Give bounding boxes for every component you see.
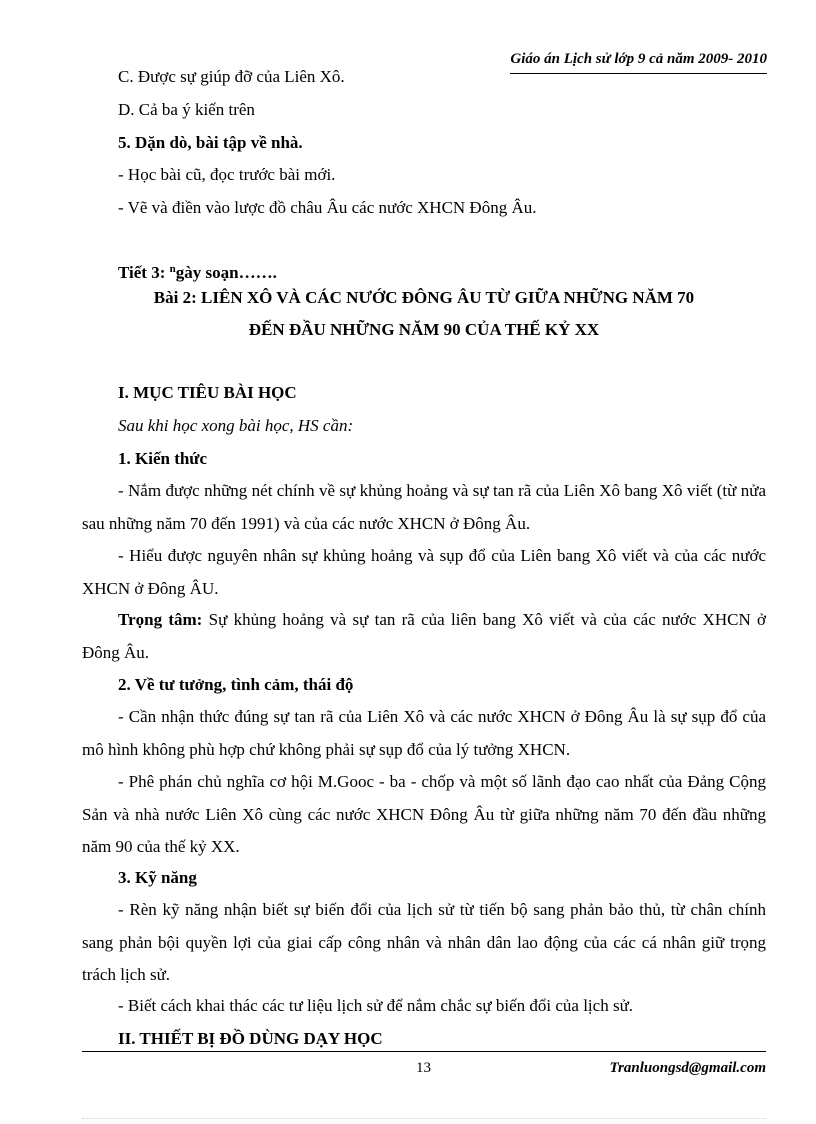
knowledge-heading: 1. Kiến thức <box>118 449 208 468</box>
page-footer <box>82 1051 766 1124</box>
section-1-intro: Sau khi học xong bài học, HS cần: <box>118 416 354 435</box>
homework-item-1: - Học bài cũ, đọc trước bài mới. <box>118 165 336 184</box>
option-d: D. Cả ba ý kiến trên <box>118 100 255 119</box>
knowledge-paragraph-2: - Hiểu được nguyên nhân sự khủng hoảng và sụp đổ của Liên bang Xô viết và của các nước XHCN ở Đông ÂU. <box>82 546 766 598</box>
lesson-title-line-2: ĐẾN ĐẦU NHỮNG NĂM 90 CỦA THẾ KỶ XX <box>248 320 600 339</box>
footer-email: Tranluongsd@gmail.com <box>609 1060 766 1076</box>
attitude-paragraph-1: - Cần nhận thức đúng sự tan rã của Liên Xô và các nước XHCN ở Đông Âu là sự sụp đổ của mô hình không phù hợp chứ không phải sự sụp đổ của lý tưởng XHCN. <box>82 707 766 759</box>
skills-heading: 3. Kỹ năng <box>118 868 197 887</box>
lesson-date-line <box>118 259 277 283</box>
skills-paragraph-1: - Rèn kỹ năng nhận biết sự biến đổi của lịch sử từ tiến bộ sang phản bảo thủ, từ chân chính sang phản bội quyền lợi của giai cấp công nhân và nhân dân lao động của các cá nhân giữ trọng trách lịch sử. <box>82 900 766 985</box>
attitude-heading: 2. Về tư tưởng, tình cảm, thái độ <box>118 675 354 694</box>
focus-text: Sự khủng hoảng và sự tan rã của liên bang Xô viết và của các nước XHCN ở Đông Âu. <box>82 610 766 662</box>
date-label: gày soạn……. <box>175 263 277 282</box>
page-header: Giáo án Lịch sử lớp 9 cả năm 2009- 2010 <box>510 46 767 74</box>
focus-label: Trọng tâm: <box>118 610 203 629</box>
attitude-paragraph-2: - Phê phán chủ nghĩa cơ hội M.Gooc - ba - chốp và một số lãnh đạo cao nhất của Đảng Cộng Sản và nhà nước Liên Xô cùng các nước XHCN Đông Âu từ giữa những năm 70 đến đầu những năm 90 của thế kỷ XX. <box>82 772 766 857</box>
homework-heading: 5. Dặn dò, bài tập về nhà. <box>118 133 303 152</box>
knowledge-paragraph-1: - Nắm được những nét chính về sự khủng hoảng và sự tan rã của Liên Xô bang Xô viết (từ nửa sau những năm 70 đến 1991) và của các nước XHCN ở Đông Âu. <box>82 481 766 533</box>
section-2-heading: II. THIẾT BỊ ĐỒ DÙNG DẠY HỌC <box>118 1029 383 1048</box>
date-first-letter: n <box>169 263 176 275</box>
lesson-period: Tiết 3: <box>118 263 166 282</box>
section-1-heading: I. MỤC TIÊU BÀI HỌC <box>118 383 297 402</box>
focus-paragraph <box>82 604 766 669</box>
homework-item-2: - Vẽ và điền vào lược đồ châu Âu các nước XHCN Đông Âu. <box>118 198 537 217</box>
lesson-title-line-1: Bài 2: LIÊN XÔ VÀ CÁC NƯỚC ĐÔNG ÂU TỪ GIỮA NHỮNG NĂM 70 <box>153 288 695 307</box>
page-bottom-divider <box>82 1118 766 1119</box>
page-number: 13 <box>416 1060 431 1076</box>
skills-paragraph-2: - Biết cách khai thác các tư liệu lịch sử để nắm chắc sự biến đổi của lịch sử. <box>118 996 634 1015</box>
option-c: C. Được sự giúp đỡ của Liên Xô. <box>118 67 345 86</box>
